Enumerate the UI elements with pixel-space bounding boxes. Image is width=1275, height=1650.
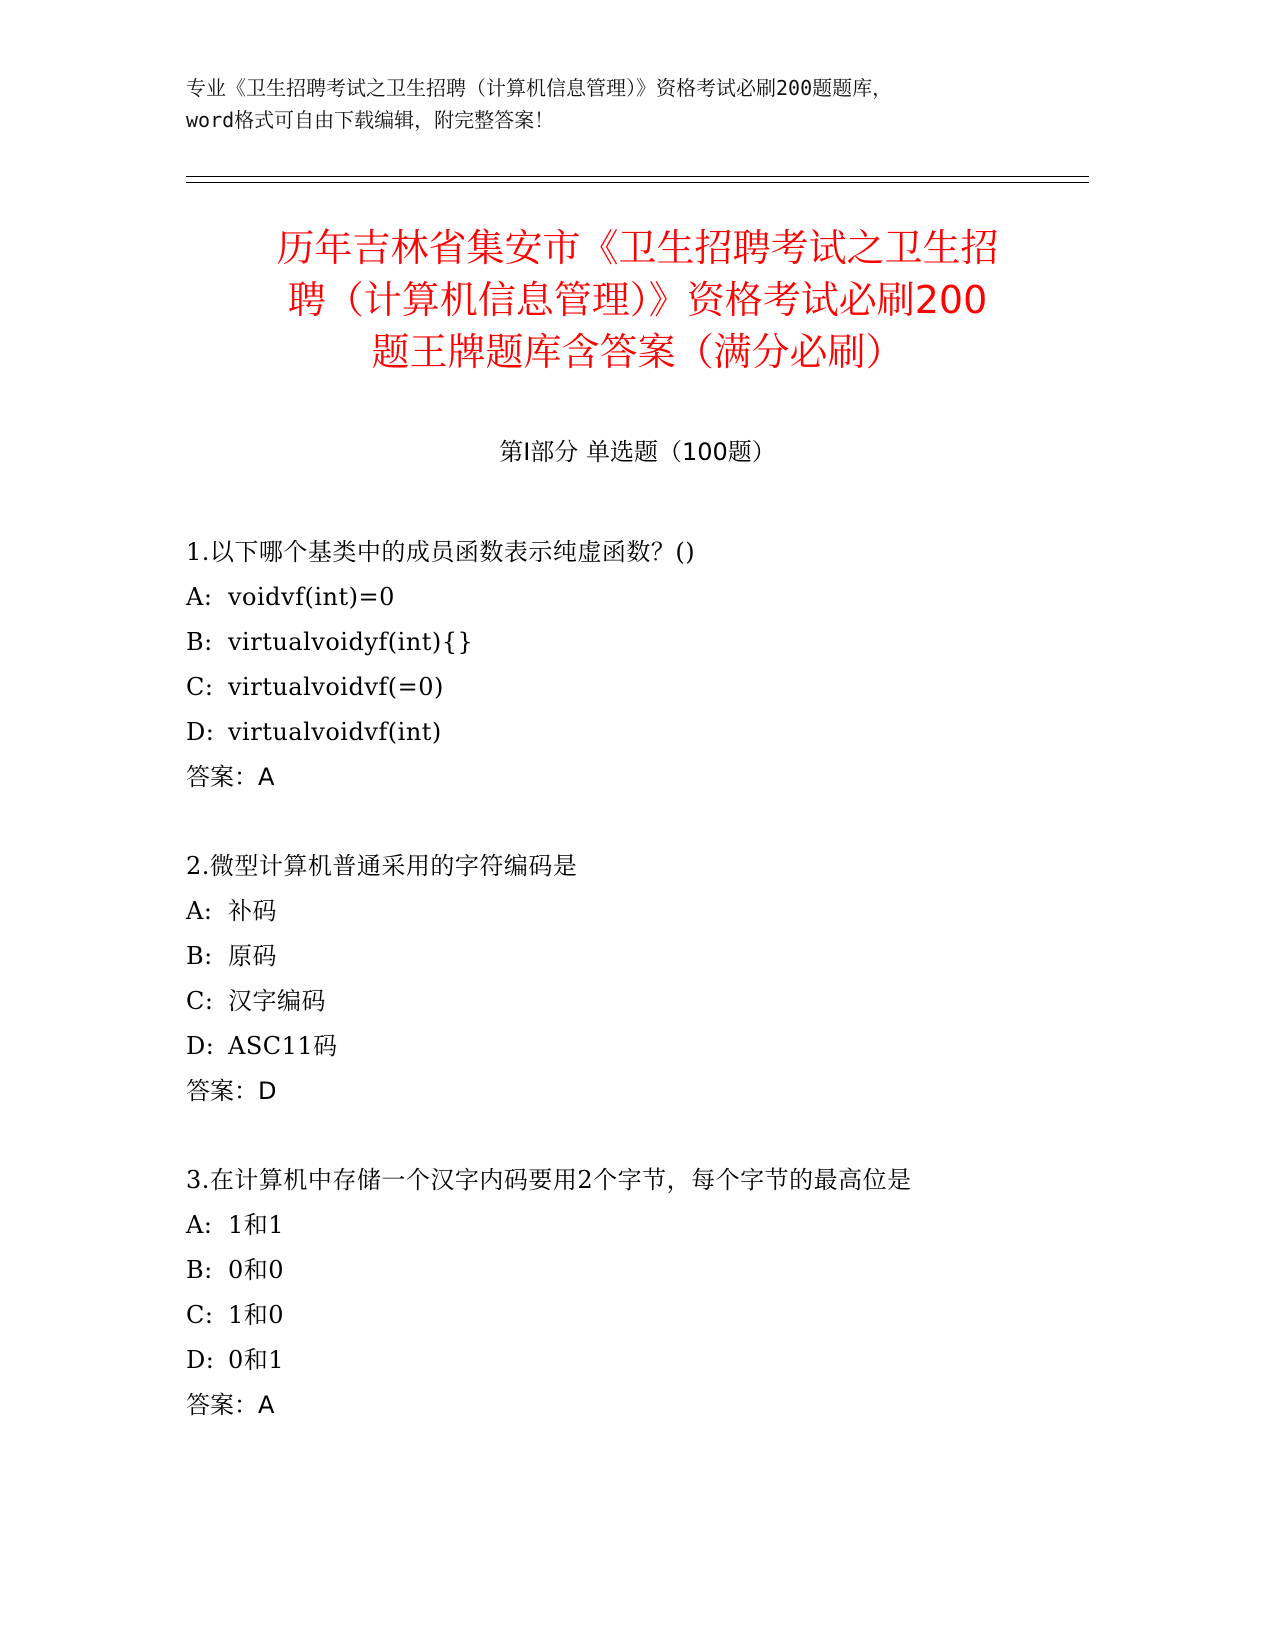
option-text: 汉字编码 bbox=[228, 987, 326, 1015]
option-b bbox=[186, 1248, 1089, 1293]
question-stem: 3.在计算机中存储一个汉字内码要用2个字节，每个字节的最高位是 bbox=[186, 1166, 912, 1194]
answer-line: 答案：D bbox=[186, 1077, 277, 1105]
option-d bbox=[186, 710, 1089, 755]
option-text: virtualvoidvf(int) bbox=[228, 718, 442, 746]
header-note-line-1: 专业《卫生招聘考试之卫生招聘（计算机信息管理）》资格考试必刷200题题库， bbox=[186, 76, 893, 100]
question-3 bbox=[186, 1158, 1089, 1428]
option-letter: D: bbox=[186, 1346, 215, 1374]
option-letter: B: bbox=[186, 942, 213, 970]
question-stem: 1.以下哪个基类中的成员函数表示纯虚函数？() bbox=[186, 538, 696, 566]
option-text: 0和1 bbox=[228, 1346, 285, 1374]
option-letter: D: bbox=[186, 1032, 215, 1060]
header-divider-bottom bbox=[186, 182, 1089, 183]
option-letter: C: bbox=[186, 673, 214, 701]
option-text: 原码 bbox=[228, 942, 277, 970]
option-text: voidvf(int)=0 bbox=[228, 583, 395, 611]
option-letter: A: bbox=[186, 897, 213, 925]
option-letter: C: bbox=[186, 987, 214, 1015]
option-b bbox=[186, 934, 1089, 979]
option-text: 1和0 bbox=[228, 1301, 285, 1329]
option-letter: D: bbox=[186, 718, 215, 746]
option-letter: A: bbox=[186, 1211, 213, 1239]
option-b bbox=[186, 620, 1089, 665]
question-1 bbox=[186, 530, 1089, 800]
document-title-line-2: 聘（计算机信息管理）》资格考试必刷200 bbox=[287, 278, 988, 322]
document-title-line-1: 历年吉林省集安市《卫生招聘考试之卫生招 bbox=[276, 226, 999, 270]
option-a bbox=[186, 1203, 1089, 1248]
answer-line: 答案：A bbox=[186, 763, 275, 791]
option-text: 0和0 bbox=[228, 1256, 285, 1284]
answer-line: 答案：A bbox=[186, 1391, 275, 1419]
option-letter: C: bbox=[186, 1301, 214, 1329]
question-stem: 2.微型计算机普通采用的字符编码是 bbox=[186, 852, 578, 880]
option-text: virtualvoidvf(=0) bbox=[228, 673, 444, 701]
option-text: 1和1 bbox=[228, 1211, 285, 1239]
header-note-line-2: word格式可自由下载编辑，附完整答案！ bbox=[186, 108, 555, 132]
document-title-line-3: 题王牌题库含答案（满分必刷） bbox=[371, 330, 904, 374]
option-letter: B: bbox=[186, 1256, 213, 1284]
document-title bbox=[186, 222, 1089, 378]
question-2 bbox=[186, 844, 1089, 1114]
option-text: virtualvoidyf(int){} bbox=[228, 628, 474, 656]
option-c bbox=[186, 665, 1089, 710]
header-divider-top bbox=[186, 176, 1089, 177]
section-heading: 第Ⅰ部分 单选题（100题） bbox=[499, 438, 776, 466]
option-a bbox=[186, 889, 1089, 934]
option-d bbox=[186, 1024, 1089, 1069]
header-note bbox=[186, 72, 1086, 136]
option-text: ASC11码 bbox=[228, 1032, 338, 1060]
option-letter: B: bbox=[186, 628, 213, 656]
option-d bbox=[186, 1338, 1089, 1383]
option-text: 补码 bbox=[228, 897, 277, 925]
option-c bbox=[186, 1293, 1089, 1338]
option-letter: A: bbox=[186, 583, 213, 611]
option-a bbox=[186, 575, 1089, 620]
option-c bbox=[186, 979, 1089, 1024]
